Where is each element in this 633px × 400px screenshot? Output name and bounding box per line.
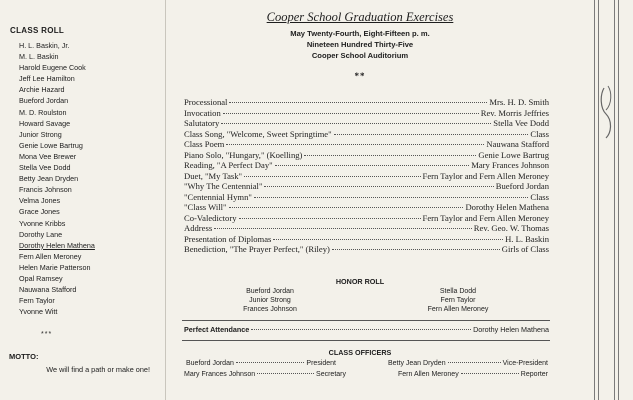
officer-role: President xyxy=(306,360,336,367)
roll-name: Grace Jones xyxy=(19,207,60,217)
honor-name: Bueford Jordan xyxy=(246,288,294,295)
event-venue: Cooper School Auditorium xyxy=(311,51,409,60)
honor-name: Stella Dodd xyxy=(439,288,477,295)
program-row xyxy=(184,118,549,129)
roll-name: Yvonne Kribbs xyxy=(19,218,66,228)
roll-name: Harold Eugene Cook xyxy=(19,63,86,73)
program-item: "Why The Centennial" xyxy=(184,181,263,191)
honor-roll-right xyxy=(398,287,518,314)
roll-name: H. L. Baskin, Jr. xyxy=(19,41,70,50)
officer-row xyxy=(184,371,346,378)
program-performer: Stella Vee Dodd xyxy=(493,118,549,128)
program-performer: Fern Taylor and Fern Allen Meroney xyxy=(422,170,549,181)
program-row xyxy=(184,108,549,119)
program-performer: Class xyxy=(530,191,549,202)
program-performer: Bueford Jordan xyxy=(495,181,549,191)
roll-name: Dorothy Lane xyxy=(19,229,63,239)
dot-leader xyxy=(223,113,479,114)
program-performer: Rev. Morris Jeffries xyxy=(480,107,549,118)
roll-name: Genie Lowe Bartrug xyxy=(19,140,83,150)
roll-name: M. L. Baskin xyxy=(19,52,59,62)
dot-leader xyxy=(264,186,493,187)
dot-leader xyxy=(229,102,487,103)
perfect-attendance-row xyxy=(184,325,549,334)
program-row xyxy=(184,181,549,192)
honor-roll-heading: HONOR ROLL xyxy=(335,277,385,286)
officer-row xyxy=(398,371,548,378)
program-item: Presentation of Diplomas xyxy=(184,233,272,244)
program-performer: Class xyxy=(530,128,549,139)
dot-leader xyxy=(304,155,476,156)
honor-name: Junior Strong xyxy=(249,297,291,304)
program-row xyxy=(184,213,549,224)
officer-name: Bueford Jordan xyxy=(186,360,234,367)
program-title: Cooper School Graduation Exercises xyxy=(266,10,454,24)
divider-rule xyxy=(182,340,550,341)
ornament-stars: ** xyxy=(354,71,366,81)
roll-name: Howard Savage xyxy=(19,118,71,128)
program-item: Duet, "My Task" xyxy=(184,170,243,181)
program-item: Class Poem xyxy=(184,139,225,149)
roll-name: Francis Johnson xyxy=(19,185,72,195)
program-row xyxy=(184,129,549,140)
roll-name: Fern Taylor xyxy=(19,296,55,306)
scroll-ornament-icon xyxy=(592,0,633,400)
program-performer: Fern Taylor and Fern Allen Meroney xyxy=(422,212,549,223)
dot-leader xyxy=(461,373,519,374)
class-officers-heading: CLASS OFFICERS xyxy=(328,348,392,357)
roll-name: Helen Marie Patterson xyxy=(19,262,91,272)
roll-name: Dorothy Helen Mathena xyxy=(19,240,95,250)
officer-name: Betty Jean Dryden xyxy=(388,360,446,367)
left-panel xyxy=(0,0,160,400)
program-row xyxy=(184,223,549,234)
program-item: Piano Solo, "Hungary," (Koelling) xyxy=(184,149,303,160)
dot-leader xyxy=(221,123,491,124)
program-performer: Dorothy Helen Mathena xyxy=(465,202,549,212)
perfect-attendance-name: Dorothy Helen Mathena xyxy=(473,325,549,334)
dot-leader xyxy=(229,207,464,208)
divider-rule xyxy=(182,320,550,321)
program-item: Address xyxy=(184,223,213,233)
program-performer: Nauwana Stafford xyxy=(486,139,549,149)
program-item: Class Song, "Welcome, Sweet Springtime" xyxy=(184,128,332,139)
motto-label: MOTTO: xyxy=(9,352,39,361)
dot-leader xyxy=(254,197,528,198)
roll-name: Jeff Lee Hamilton xyxy=(19,74,75,84)
program-row xyxy=(184,150,549,161)
roll-name: M. D. Roulston xyxy=(19,107,67,117)
roll-name: Fern Allen Meroney xyxy=(19,251,82,261)
honor-name: Fern Taylor xyxy=(440,297,476,304)
program-row xyxy=(184,97,549,108)
officer-role: Reporter xyxy=(520,371,548,378)
roll-name: Archie Hazard xyxy=(19,85,65,95)
program-row xyxy=(184,160,549,171)
roll-name: Betty Jean Dryden xyxy=(19,174,79,184)
dot-leader xyxy=(244,176,420,177)
dot-leader xyxy=(236,362,305,363)
roll-name: Junior Strong xyxy=(19,129,62,139)
program-performer: H. L. Baskin xyxy=(505,233,549,244)
right-panel xyxy=(170,0,580,400)
roll-name: Nauwana Stafford xyxy=(19,285,77,295)
program-item: Processional xyxy=(184,97,228,107)
program-item: "Centennial Hymn" xyxy=(184,191,252,202)
program-row xyxy=(184,192,549,203)
program-performer: Mrs. H. D. Smith xyxy=(489,97,549,107)
ornament-stars: *** xyxy=(41,331,53,338)
program-row xyxy=(184,139,549,150)
event-year: Nineteen Hundred Thirty-Five xyxy=(306,40,414,49)
honor-name: Fern Allen Meroney xyxy=(427,306,489,313)
perfect-attendance-label: Perfect Attendance xyxy=(184,325,250,334)
officer-role: Vice-President xyxy=(502,360,548,367)
honor-roll-left xyxy=(210,287,330,314)
decorative-border xyxy=(592,0,633,400)
program-item: Invocation xyxy=(184,107,221,118)
officer-role: Secretary xyxy=(316,371,346,378)
officer-row xyxy=(388,360,548,367)
program-row xyxy=(184,244,549,255)
program-item: "Class Will" xyxy=(184,202,227,212)
program-row xyxy=(184,234,549,245)
dot-leader xyxy=(332,249,500,250)
roll-name: Opal Ramsey xyxy=(19,273,63,283)
dot-leader xyxy=(251,329,471,330)
roll-name: Stella Vee Dodd xyxy=(19,163,71,173)
dot-leader xyxy=(214,228,472,229)
officer-row xyxy=(186,360,336,367)
dot-leader xyxy=(275,165,470,166)
column-divider xyxy=(165,0,166,400)
dot-leader xyxy=(334,134,529,135)
program-item: Co-Valedictory xyxy=(184,212,237,223)
officer-name: Mary Frances Johnson xyxy=(184,371,256,378)
dot-leader xyxy=(239,218,421,219)
program-performer: Girls of Class xyxy=(501,244,549,254)
motto-text: We will find a path or make one! xyxy=(46,365,150,374)
roll-name: Bueford Jordan xyxy=(19,96,69,106)
roll-name: Yvonne Witt xyxy=(19,307,58,317)
dot-leader xyxy=(226,144,484,145)
class-roll-heading: CLASS ROLL xyxy=(10,26,65,35)
honor-name: Frances Johnson xyxy=(243,306,297,313)
roll-name: Velma Jones xyxy=(19,196,61,206)
event-date: May Twenty-Fourth, Eight-Fifteen p. m. xyxy=(290,29,430,38)
program-item: Salutatory xyxy=(184,118,220,128)
roll-name: Mona Vee Brewer xyxy=(19,151,77,161)
dot-leader xyxy=(257,373,314,374)
program-row xyxy=(184,171,549,182)
program-performer: Rev. Geo. W. Thomas xyxy=(473,223,549,233)
dot-leader xyxy=(448,362,501,363)
program-item: Benediction, "The Prayer Perfect," (Riley) xyxy=(184,244,330,254)
program-item: Reading, "A Perfect Day" xyxy=(184,160,273,170)
officer-name: Fern Allen Meroney xyxy=(398,371,459,378)
dot-leader xyxy=(273,239,503,240)
program-performer: Genie Lowe Bartrug xyxy=(478,149,549,160)
class-roll-list xyxy=(19,40,95,317)
program-performer: Mary Frances Johnson xyxy=(471,160,549,170)
program-list xyxy=(184,97,549,255)
program-row xyxy=(184,202,549,213)
